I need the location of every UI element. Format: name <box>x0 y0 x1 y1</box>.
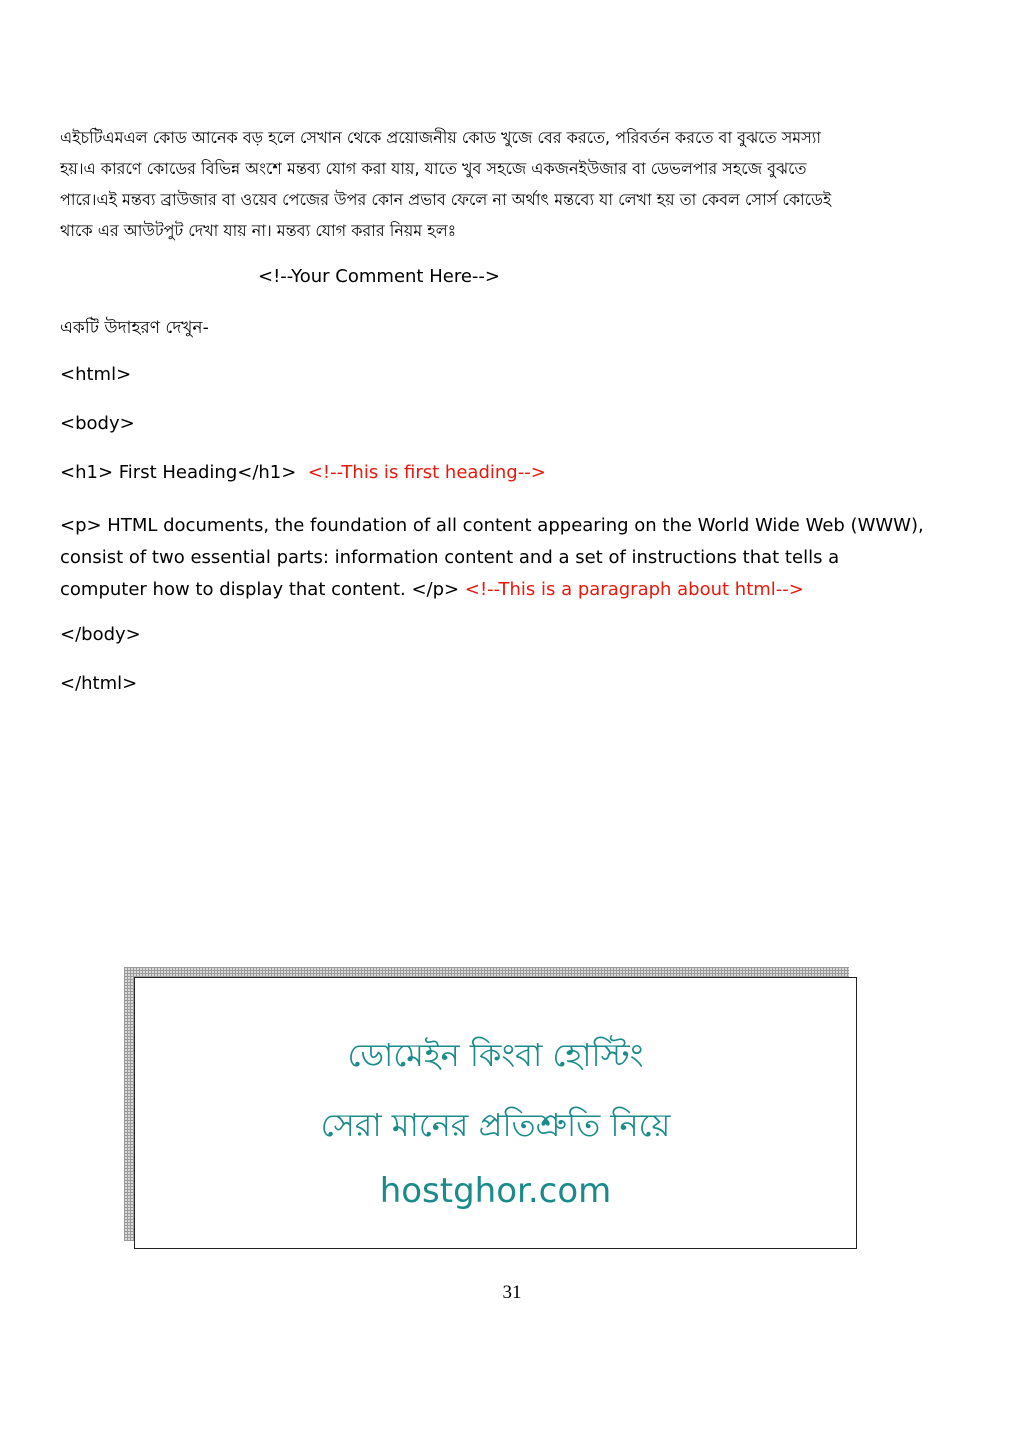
code-body-close: </body> <box>60 624 141 645</box>
intro-line: এইচটিএমএল কোড আনেক বড় হলে সেখান থেকে প্রয়োজনীয় কোড খুজে বের করতে, পরিবর্তন করতে বা বুঝতে সমস্যা <box>60 128 822 147</box>
code-body-open: <body> <box>60 413 135 434</box>
intro-line: থাকে এর আউটপুট দেখা যায় না। মন্তব্য যোগ করার নিয়ম হলঃ <box>60 221 457 240</box>
paragraph-line: consist of two essential parts: information content and a set of instructions that tells a <box>60 547 840 568</box>
paragraph-line <box>60 574 980 606</box>
intro-line: পারে।এই মন্তব্য ব্রাউজার বা ওয়েব পেজের উপর কোন প্রভাব ফেলে না অর্থাৎ মন্তব্যে যা লেখা হয় তা কেবল সোর্স কোডেই <box>60 190 832 209</box>
example-label: একটি উদাহরণ দেখুন- <box>60 318 209 338</box>
paragraph-last-text: computer how to display that content. </p> <box>60 579 460 600</box>
intro-paragraph <box>60 122 960 246</box>
hosting-ad-box <box>134 977 857 1249</box>
h1-comment: <!--This is first heading--> <box>307 462 546 483</box>
paragraph-line: <p> HTML documents, the foundation of all content appearing on the World Wide Web (WWW), <box>60 515 924 536</box>
intro-line: হয়।এ কারণে কোডের বিভিন্ন অংশে মন্তব্য যোগ করা যায়, যাতে খুব সহজে একজনইউজার বা ডেভলপার সহজে বুঝতে <box>60 159 807 178</box>
h1-code: <h1> First Heading</h1> <box>60 462 297 483</box>
page-number: 31 <box>502 1282 522 1303</box>
code-html-open: <html> <box>60 364 132 385</box>
ad-website[interactable]: hostghor.com <box>379 1171 612 1211</box>
paragraph-comment: <!--This is a paragraph about html--> <box>464 579 804 600</box>
ad-tagline: সেরা মানের প্রতিশ্রুতি নিয়ে <box>320 1106 671 1144</box>
code-h1-line <box>60 462 546 483</box>
comment-syntax: <!--Your Comment Here--> <box>258 266 500 287</box>
code-html-close: </html> <box>60 673 138 694</box>
ad-headline: ডোমেইন কিংবা হোস্টিং <box>347 1036 644 1074</box>
code-paragraph <box>60 510 980 606</box>
